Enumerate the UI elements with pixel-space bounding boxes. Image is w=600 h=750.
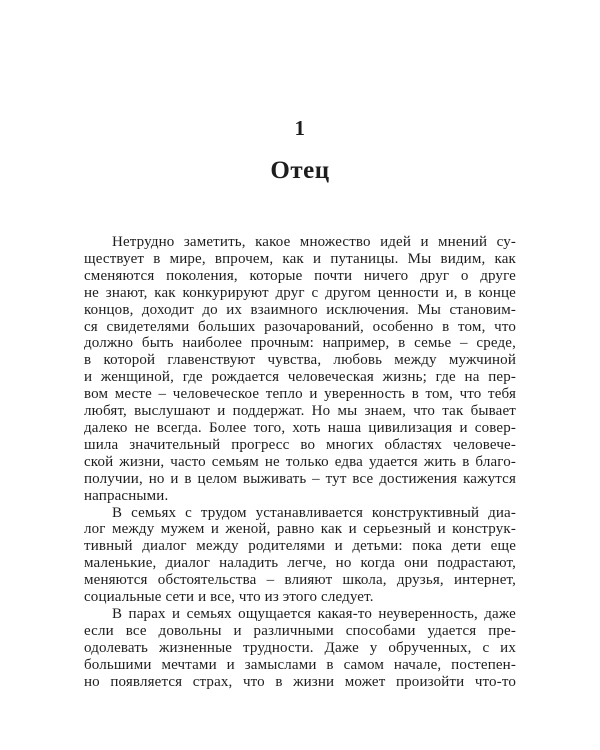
text-line: в которой главенствуют чувства, любовь между мужчиной [84, 352, 516, 369]
text-line: ской жизни, часто семьям не только едва удается жить в благо- [84, 453, 516, 470]
text-line: социальные сети и все, что из этого следует. [84, 589, 374, 606]
text-line: одолевать жизненные трудности. Даже у обрученных, с их [84, 639, 516, 656]
text-line: но появляется страх, что в жизни может произойти что-то [84, 673, 516, 690]
text-line: маленькие, диалог наладить легче, но когда они подрастают, [84, 555, 516, 572]
text-line: В парах и семьях ощущается какая-то неуверенность, даже [112, 605, 516, 622]
paragraph [84, 606, 516, 691]
chapter-title: Отец [270, 157, 330, 184]
text-line: не знают, как конкурируют друг с другом ценности и, в конце [84, 284, 516, 301]
text-line: вом месте – человеческое тепло и уверенность в том, что тебя [84, 386, 516, 403]
text-line: лог между мужем и женой, равно как и серьезный и конструк- [84, 521, 516, 538]
text-line: сменяются поколения, которые почти ничего друг о друге [84, 267, 516, 284]
text-line: ществует в мире, впрочем, как и путаницы. Мы видим, как [84, 250, 516, 267]
text-line: должно быть наиболее прочным: например, в семье – среде, [84, 335, 516, 352]
paragraph [84, 505, 516, 606]
text-line: любят, выслушают и поддержат. Но мы знаем, что так бывает [84, 403, 516, 420]
text-line: большими мечтами и замыслами в самом начале, постепен- [84, 656, 516, 673]
paragraph [84, 234, 516, 505]
text-line: напрасными. [84, 487, 169, 504]
text-line: шила значительный прогресс во многих областях человече- [84, 436, 516, 453]
text-line: далеко не всегда. Более того, хоть наша цивилизация и совер- [84, 419, 516, 436]
text-line: и женщиной, где рождается человеческая жизнь; где на пер- [84, 369, 516, 386]
text-line: Нетрудно заметить, какое множество идей и мнений су- [112, 234, 516, 250]
text-line: ся свидетелями больших разочарований, особенно в том, что [84, 318, 516, 335]
body-text-block [84, 234, 516, 690]
text-line: концов, доходит до их взаимного исключения. Мы становим- [84, 301, 516, 318]
chapter-number: 1 [294, 116, 306, 140]
text-line: получии, но и в целом выживать – тут все достижения кажутся [84, 470, 516, 487]
text-line: В семьях с трудом устанавливается конструктивный диа- [112, 504, 516, 521]
text-line: если все довольны и различными способами удается пре- [84, 622, 516, 639]
text-line: тивный диалог между родителями и детьми: пока дети еще [84, 538, 516, 555]
text-line: меняются обстоятельства – влияют школа, друзья, интернет, [84, 572, 516, 589]
